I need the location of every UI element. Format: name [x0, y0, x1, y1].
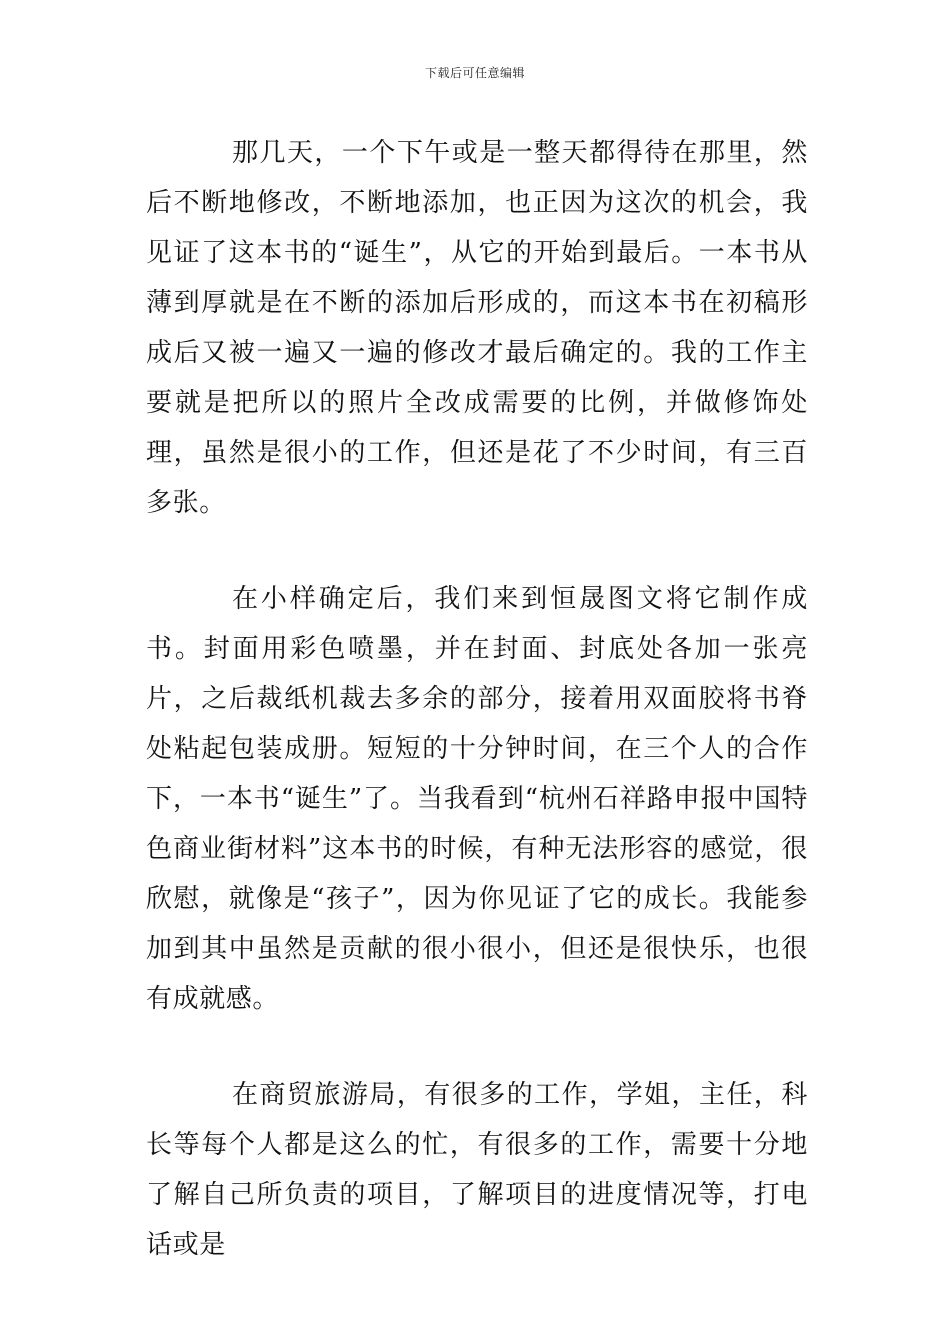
paragraph-block-2	[146, 574, 808, 1024]
paragraph-block-1	[146, 128, 808, 528]
paragraph-3: 在商贸旅游局，有很多的工作，学姐，主任，科长等每个人都是这么的忙，有很多的工作，需要十分地了解自己所负责的项目，了解项目的进度情况等，打电话或是	[146, 1080, 808, 1260]
header-note: 下载后可任意编辑	[424, 66, 525, 80]
paragraph-2: 在小样确定后，我们来到恒晟图文将它制作成书。封面用彩色喷墨，并在封面、封底处各加一张亮片，之后裁纸机裁去多余的部分，接着用双面胶将书脊处粘起包装成册。短短的十分钟时间，在三个人的合作下，一本书“诞生”了。当我看到“杭州石祥路申报中国特色商业街材料”这本书的时候，有种无法形容的感觉，很欣慰，就像是“孩子”，因为你见证了它的成长。我能参加到其中虽然是贡献的很小很小，但还是很快乐，也很有成就感。	[146, 584, 808, 1014]
paragraph-block-3	[146, 1070, 808, 1270]
paragraph-1: 那几天，一个下午或是一整天都得待在那里，然后不断地修改，不断地添加，也正因为这次的机会，我见证了这本书的“诞生”，从它的开始到最后。一本书从薄到厚就是在不断的添加后形成的，而这本书在初稿形成后又被一遍又一遍的修改才最后确定的。我的工作主要就是把所以的照片全改成需要的比例，并做修饰处理，虽然是很小的工作，但还是花了不少时间，有三百多张。	[146, 138, 808, 518]
